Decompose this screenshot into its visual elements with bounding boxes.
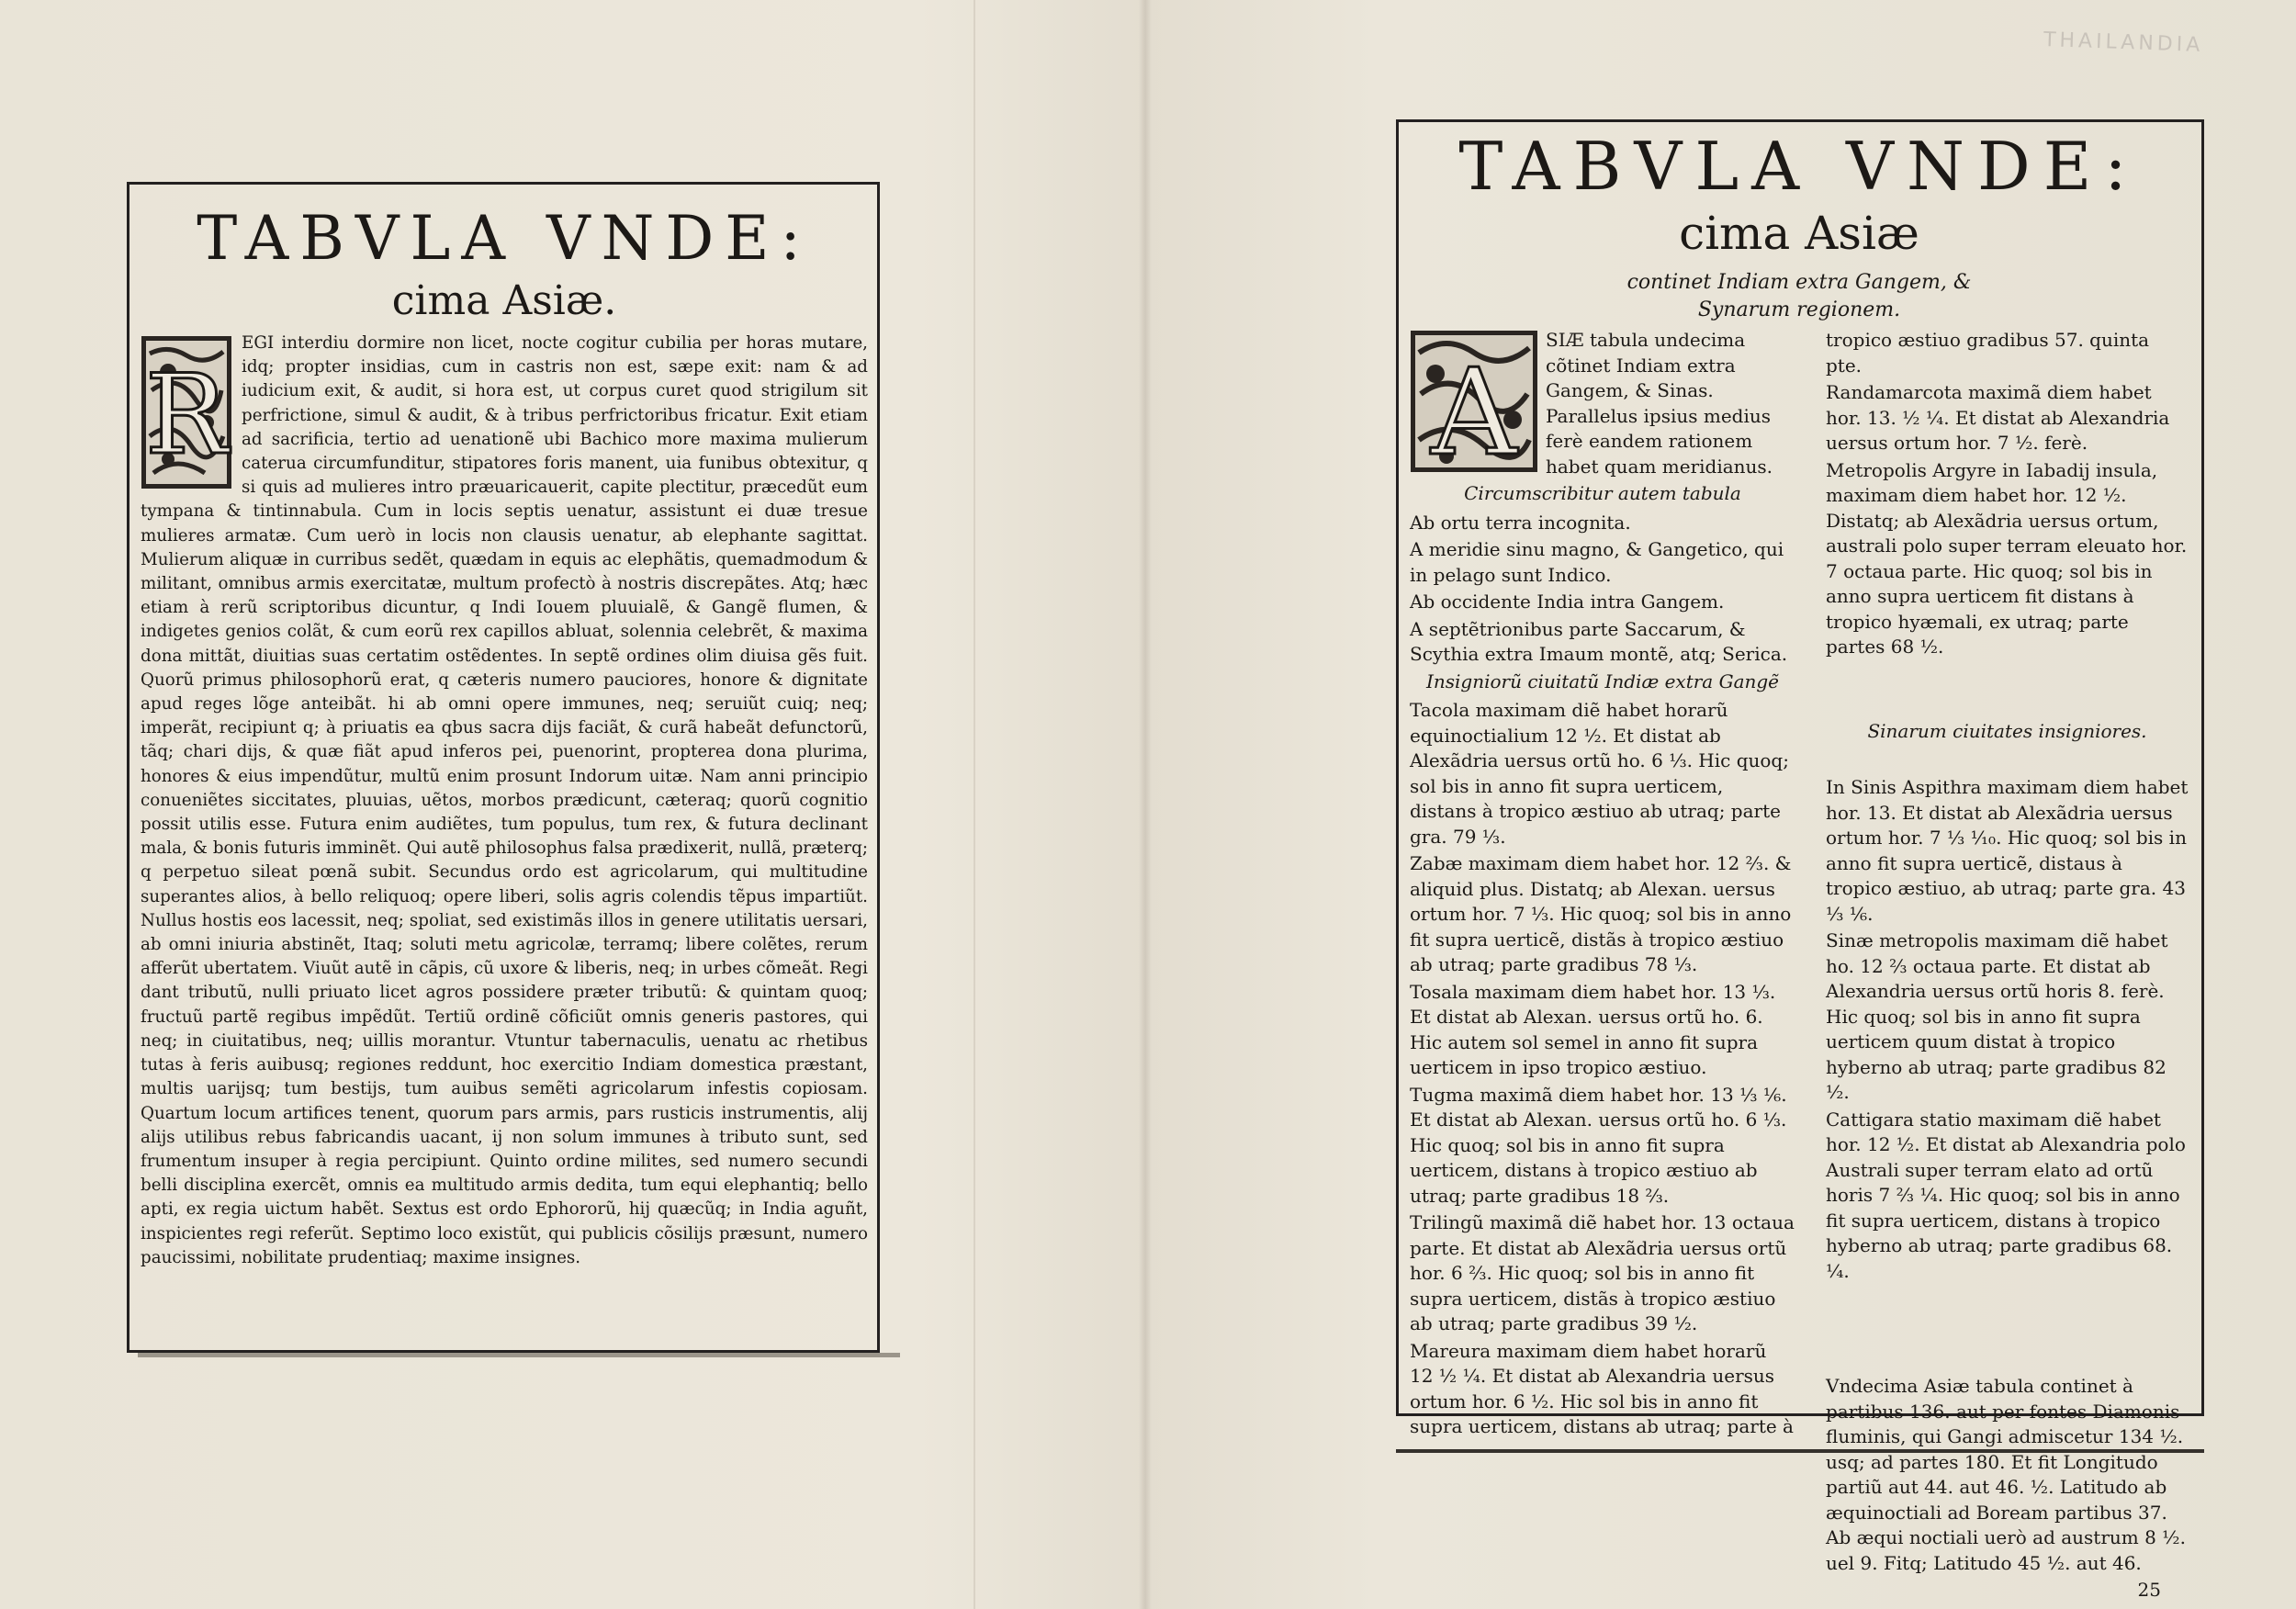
column-gap	[1826, 1286, 2189, 1374]
city-randamarcota: Randamarcota maximã diem habet hor. 13. ½ ¼. Et distat ab Alexandria uersus ortum hor. 7 ½. ferè.	[1826, 381, 2170, 454]
decorated-initial-r	[141, 335, 232, 489]
right-column-1	[1410, 328, 1795, 1605]
city-trilingum: Trilingũ maximã diẽ habet hor. 13 octaua parte. Et distat ab Alexãdria uersus ortũ hor. 6 ⅔. Hic quoq; sol bis in anno fit supra uerticem, distãs à tropico æstiuo ab utraq; parte gradibus 39 ½.	[1410, 1211, 1795, 1334]
city-sinae-metropolis: Sinæ metropolis maximam diẽ habet ho. 12 ⅔ octaua parte. Et distat ab Alexandria uersus ortũ horis 8. ferè. Hic quoq; sol bis in anno fit supra uerticem quum distat à tropico hyberno ab utraq; parte gradibus 82 ½.	[1826, 929, 2168, 1103]
sinae-heading: Sinarum ciuitates insigniores.	[1867, 719, 2147, 742]
left-page	[127, 182, 880, 1353]
decorated-initial-a	[1410, 330, 1538, 473]
border-west: Ab occidente India intra Gangem.	[1410, 591, 1725, 613]
table-summary: Vndecima Asiæ tabula continet à partibus 136. aut per fontes Diamonis fluminis, qui Gangi admiscetur 134 ½. usq; ad partes 180. Et fit Longitudo partiũ aut 44. aut 46. ½. Latitudo ab æquinoctiali ad Boream partibus 37. Ab æqui noctiali uerò ad austrum 8 ½. uel 9. Fitq; Latitudo 45 ½. aut 46.	[1826, 1375, 2186, 1574]
city-argyre: Metropolis Argyre in Iabadij insula, maximam diem habet hor. 12 ½. Distatq; ab Alexãdria uersus ortum, australi polo super terram eleuato hor. 7 octaua parte. Hic quoq; sol bis in anno supra uerticem fit distans à tropico hyæmali, ex utraq; parte partes 68 ½.	[1826, 458, 2188, 658]
contents-line-2: Synarum regionem.	[1697, 298, 1901, 321]
contents-line-1: continet Indiam extra Gangem, &	[1626, 271, 1972, 294]
left-body	[141, 332, 868, 1270]
paper-crease	[974, 0, 975, 1609]
column-gap	[1826, 662, 2189, 717]
pencil-note: THAILANDIA	[2043, 28, 2204, 58]
intro-text: SIÆ tabula undecima cõtinet Indiam extra Gangem, & Sinas. Parallelus ipsius medius ferè eandem rationem habet quam meridianus.	[1546, 329, 1773, 478]
right-page-subtitle: cima Asiæ	[1679, 207, 1919, 260]
border-north: A septẽtrionibus parte Saccarum, & Scythia extra Imaum montẽ, atq; Serica.	[1410, 617, 1788, 665]
cities-heading: Insigniorũ ciuitatũ Indiæ extra Gangẽ	[1425, 669, 1780, 692]
intro-paragraph	[1410, 328, 1795, 479]
border-east: Ab ortu terra incognita.	[1410, 511, 1631, 534]
city-aspithra: In Sinis Aspithra maximam diem habet hor. 13. Et distat ab Alexãdria uersus ortum hor. 7 ⅓ ⅒. Hic quoq; sol bis in anno fit supra uerticẽ, distaus à tropico æstiuo, ab utraq; parte gra. 43 ⅓ ⅙.	[1826, 776, 2189, 925]
center-fold	[1139, 0, 1152, 1609]
contents-note	[1410, 269, 2189, 324]
right-columns	[1410, 328, 2189, 1605]
city-mareura: Mareura maximam diem habet horarũ 12 ½ ¼. Et distat ab Alexandria uersus ortum hor. 6 ½. Hic sol bis in anno fit supra uerticem, distans ab utraq; parte à	[1410, 1339, 1794, 1437]
svg-text:A: A	[1431, 343, 1517, 473]
city-cattigara: Cattigara statio maximam diẽ habet hor. 12 ½. Et distat ab Alexandria polo Australi super terram elato ad ortũ horis 7 ⅔ ¼. Hic quoq; sol bis in anno fit supra uerticem, distans à tropico hyberno ab utraq; parte gradibus 68. ¼.	[1826, 1108, 2186, 1282]
city-tosala: Tosala maximam diem habet hor. 13 ⅓. Et distat ab Alexan. uersus ortũ ho. 6. Hic autem sol semel in anno fit supra uerticem in ipso tropico æstiuo.	[1410, 980, 1776, 1078]
circumscription-heading: Circumscribitur autem tabula	[1464, 482, 1741, 504]
column-gap	[1826, 748, 2189, 775]
left-body-text: EGI interdiu dormire non licet, nocte cogitur cubilia per horas mutare, idq; propter insidias, cum in castris non est, sæpe exit: nam & ad iudicium exit, & audit, si hora est, ut corpus curet quod strigilum sit perfrictione, simul & audit, & à tribus perfrictoribus fricatur. Exit etiam ad sacrificia, tertio ad uenationẽ ubi Bachico more maxima mulierum caterua circumfunditur, stipatores foris manent, uia funibus obtexitur, q si quis ad mulieres intro præuaricauerit, capite plectitur, præcedũt eum tympana & tintinnabula. Cum in locis septis uenatur, assistunt ei duæ tresue mulieres armatæ. Cum uerò in locis non clausis uenatur, ab elephante sagittat. Mulierum aliquæ in curribus sedẽt, quædam in equis ac elephãtis, quemadmodum & militant, omnibus armis exercitatæ, multum profectò à nostris discrepãtes. Atq; hæc etiam à rerũ scriptoribus dicuntur, q Indi Iouem pluuialẽ, & Gangẽ flumen, & indigetes genios colãt, & cum eorũ rex capillos abluat, solennia celebrẽt, & maxima dona mittãt, diuitias suas certatim ostẽdentes. In septẽ ordines olim diuisa gẽs fuit. Quorũ primus philosophorũ erat, q cæteris numero pauciores, honore & dignitate apud reges lõge anteibãt. hi ab omni opere immunes, neq; seruiũt cuiq; neq; imperãt, recipiunt q; à priuatis ea qbus sacra dijs faciãt, & curã habeãt defunctorũ, tãq; chari dijs, & quæ fiãt apud inferos pei, puenorint, propterea dona plurima, honores & eius impendũtur, multũ enim prosunt Indorum uitæ. Nam anni principio conueniẽtes siccitates, pluuias, uẽtos, morbos prædicunt, cæteraq; quorũ cognitio possit utilis esse. Futura enim audiẽtes, tum populus, tum rex, & futura declinant mala, & bonis futuris imminẽt. Qui autẽ philosophus falsa prædixerit, nullã, præterq; q perpetuo sileat pœnã subit. Secundus ordo est agricolarum, qui multitudine superantes alios, à bello reliquoq; opere liberi, solis agris colendis tẽpus impartiũt. Nullus hostis eos lacessit, neq; spoliat, sed existimãs illos in genere utilitatis uersari, ab omni iniuria abstinẽt, Itaq; soluti metu agricolæ, terramq; libere colẽtes, rerum afferũt ubertatem. Viuũt autẽ in cãpis, cũ uxore & liberis, neq; in urbes cõmeãt. Regi dant tributũ, nulli priuato licet agros possidere præter tributũ: & quintam quoq; fructuũ partẽ regibus impẽdũt. Tertiũ ordinẽ cõficiũt omnis generis pastores, qui neq; in ciuitatibus, neq; uillis morantur. Vtuntur tabernaculis, uenatu ac rhetibus tutas à feris auibusq; regiones reddunt, hoc exercitio Indiam domestica præstant, multis uarijsq; tum bestijs, tum auibus semẽti agricolarum infestis copiosam. Quartum locum artifices tenent, quorum pars armis, pars rusticis instrumentis, alij alijs utilibus rebus fabricandis uacant, ij non solum immunes à tributo sunt, sed frumentum insuper à regia percipiunt. Quinto ordine milites, sed numero secundi belli disciplina exercẽt, omnis ea multitudo armis dedita, tum equi elephantiq; bello apti, ex regia uictum habẽt. Sextus est ordo Ephororũ, hij quæcũq; in India aguñt, inspicientes regi referũt. Septimo loco existũt, qui publicis cõsilijs præsunt, numero paucissimi, nobilitate prudentiaq; maxime insignes.	[141, 333, 868, 1267]
left-page-title: TABVLA VNDE:	[197, 203, 812, 274]
right-page	[1396, 119, 2204, 1601]
page-number: 25	[2137, 1579, 2161, 1601]
city-tugma: Tugma maximã diem habet hor. 13 ⅓ ⅙. Et distat ab Alexan. uersus ortũ ho. 6 ⅓. Hic quoq; sol bis in anno fit supra uerticem, distans à tropico æstiuo ab utraq; parte gradibus 18 ⅔.	[1410, 1083, 1787, 1207]
right-column-2	[1826, 328, 2189, 1605]
left-page-subtitle: cima Asiæ.	[391, 277, 617, 324]
city-tacola: Tacola maximam diẽ habet horarũ equinoctialium 12 ½. Et distat ab Alexãdria uersus ortũ ho. 6 ⅓. Hic quoq; sol bis in anno fit supra uerticem, distans à tropico æstiuo ab utraq; parte gra. 79 ⅓.	[1410, 699, 1789, 848]
right-page-title: TABVLA VNDE:	[1458, 128, 2140, 205]
mareura-continued: tropico æstiuo gradibus 57. quinta pte.	[1826, 329, 2150, 377]
city-zabae: Zabæ maximam diem habet hor. 12 ⅔. & aliquid plus. Distatq; ab Alexan. uersus ortum hor. 7 ⅓. Hic quoq; sol bis in anno fit supra uerticẽ, distãs à tropico æstiuo ab utraq; parte gradibus 78 ⅓.	[1410, 852, 1792, 975]
left-page-rule	[138, 1353, 900, 1357]
border-south: A meridie sinu magno, & Gangetico, qui in pelago sunt Indico.	[1410, 538, 1784, 586]
svg-text:R: R	[144, 352, 229, 479]
